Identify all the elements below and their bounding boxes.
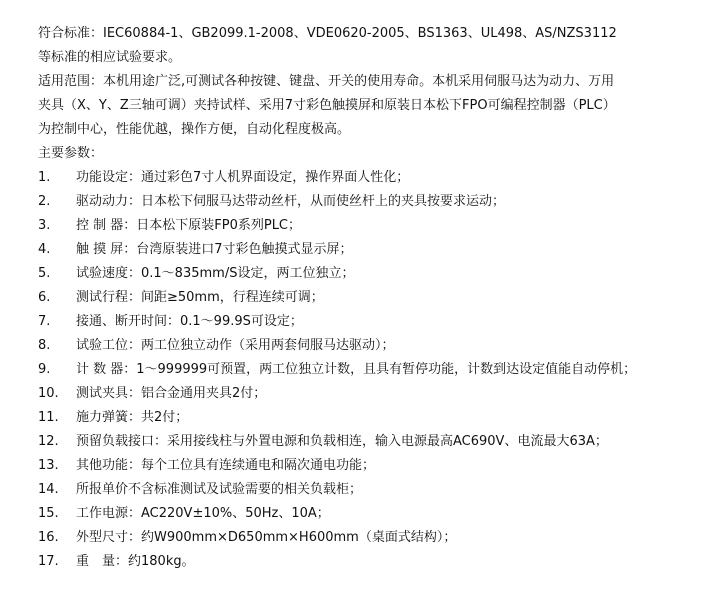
param-item-6 <box>38 286 696 310</box>
param-number: 3. <box>38 218 51 233</box>
param-item-15 <box>38 502 696 526</box>
scope-line-1: 适用范围：本机用途广泛,可测试各种按键、键盘、开关的使用寿命。本机采用伺服马达为动力、万用 <box>38 74 615 89</box>
param-text: 计 数 器：1～999999可预置，两工位独立计数，且具有暂停功能，计数到达设定值能自动停机； <box>76 362 637 377</box>
param-text: 试验速度：0.1～835mm/S设定，两工位独立； <box>76 266 355 281</box>
param-number: 13. <box>38 458 59 473</box>
param-item-16 <box>38 526 696 550</box>
param-number: 15. <box>38 506 59 521</box>
param-text: 其他功能：每个工位具有连续通电和隔次通电功能； <box>76 458 376 473</box>
param-item-14 <box>38 478 696 502</box>
param-item-9 <box>38 358 696 382</box>
param-text: 所报单价不含标准测试及试验需要的相关负载柜； <box>76 482 363 497</box>
param-item-3 <box>38 214 696 238</box>
param-text: 重 量：约180kg。 <box>76 554 195 569</box>
param-text: 测试夹具：铝合金通用夹具2付； <box>76 386 267 401</box>
param-text: 接通、断开时间：0.1～99.9S可设定； <box>76 314 303 329</box>
param-text: 预留负载接口：采用接线柱与外置电源和负载相连，输入电源最高AC690V、电流最大63A； <box>76 434 608 449</box>
param-item-17 <box>38 550 696 574</box>
param-number: 6. <box>38 290 51 305</box>
param-number: 9. <box>38 362 51 377</box>
param-item-12 <box>38 430 696 454</box>
standards-line-1: 符合标准：IEC60884-1、GB2099.1-2008、VDE0620-2005、BS1363、UL498、AS/NZS3112 <box>38 26 617 41</box>
param-number: 4. <box>38 242 51 257</box>
param-number: 17. <box>38 554 59 569</box>
param-number: 16. <box>38 530 59 545</box>
param-number: 11. <box>38 410 59 425</box>
param-item-10 <box>38 382 696 406</box>
param-text: 施力弹簧：共2付； <box>76 410 189 425</box>
param-text: 工作电源：AC220V±10%、50Hz、10A； <box>76 506 330 521</box>
param-number: 2. <box>38 194 51 209</box>
param-text: 驱动动力：日本松下伺服马达带动丝杆，从而使丝杆上的夹具按要求运动； <box>76 194 506 209</box>
param-number: 7. <box>38 314 51 329</box>
param-item-8 <box>38 334 696 358</box>
param-number: 5. <box>38 266 51 281</box>
param-text: 触 摸 屏：台湾原装进口7寸彩色触摸式显示屏； <box>76 242 353 257</box>
scope-line-2: 夹具（X、Y、Z三轴可调）夹持试样、采用7寸彩色触摸屏和原装日本松下FPO可编程控制器（PLC） <box>38 98 616 113</box>
param-number: 1. <box>38 170 51 185</box>
param-text: 外型尺寸：约W900mm×D650mm×H600mm（桌面式结构）； <box>76 530 457 545</box>
params-heading: 主要参数： <box>38 146 104 161</box>
param-item-5 <box>38 262 696 286</box>
param-text: 测试行程：间距≥50mm，行程连续可调； <box>76 290 324 305</box>
param-number: 10. <box>38 386 59 401</box>
param-number: 12. <box>38 434 59 449</box>
param-number: 14. <box>38 482 59 497</box>
standards-line-2: 等标准的相应试验要求。 <box>38 50 182 65</box>
param-text: 试验工位：两工位独立动作（采用两套伺服马达驱动）； <box>76 338 395 353</box>
param-text: 控 制 器：日本松下原装FP0系列PLC； <box>76 218 302 233</box>
param-number: 8. <box>38 338 51 353</box>
param-item-7 <box>38 310 696 334</box>
scope-line-3: 为控制中心，性能优越，操作方便，自动化程度极高。 <box>38 122 351 137</box>
param-item-13 <box>38 454 696 478</box>
params-list <box>38 166 696 574</box>
param-text: 功能设定：通过彩色7寸人机界面设定，操作界面人性化； <box>76 170 410 185</box>
param-item-2 <box>38 190 696 214</box>
param-item-1 <box>38 166 696 190</box>
param-item-4 <box>38 238 696 262</box>
param-item-11 <box>38 406 696 430</box>
